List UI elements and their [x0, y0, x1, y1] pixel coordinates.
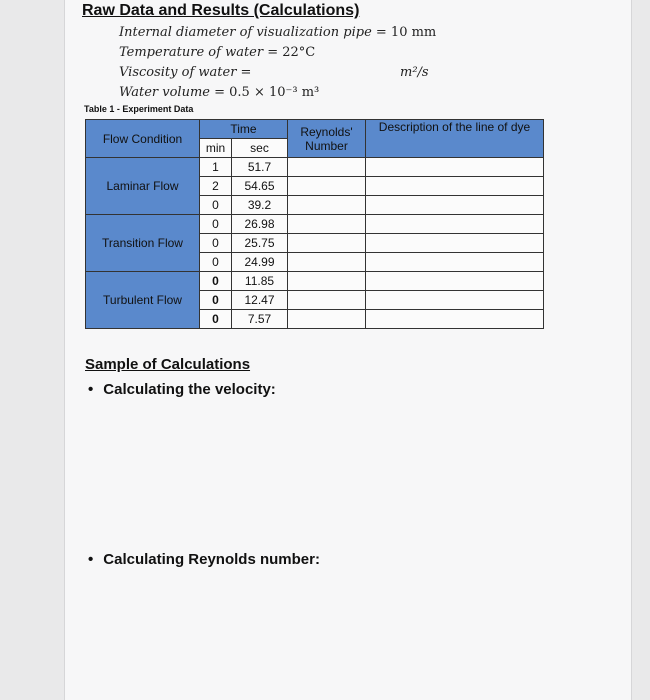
cell-sec: 11.85	[232, 272, 288, 291]
param-viscosity-value: =	[240, 65, 252, 80]
param-viscosity-label: Viscosity of water	[119, 65, 237, 80]
header-sec: sec	[232, 139, 288, 158]
param-temperature-value: = 22°C	[267, 45, 316, 60]
cell-description	[366, 196, 544, 215]
cell-reynolds	[288, 291, 366, 310]
cell-description	[366, 215, 544, 234]
cell-min: 0	[200, 196, 232, 215]
cell-min: 0	[200, 215, 232, 234]
param-diameter-label: Internal diameter of visualization pipe	[119, 25, 372, 40]
cell-description	[366, 310, 544, 329]
cell-sec: 25.75	[232, 234, 288, 253]
cell-reynolds	[288, 253, 366, 272]
cell-description	[366, 177, 544, 196]
cell-sec: 24.99	[232, 253, 288, 272]
cell-min: 0	[200, 310, 232, 329]
cell-sec: 12.47	[232, 291, 288, 310]
cell-min: 0	[200, 253, 232, 272]
header-time: Time	[200, 120, 288, 139]
cell-min: 0	[200, 234, 232, 253]
header-min: min	[200, 139, 232, 158]
experiment-data-table	[85, 119, 544, 329]
cell-sec: 39.2	[232, 196, 288, 215]
group-label-transition: Transition Flow	[86, 215, 200, 272]
cell-min: 0	[200, 272, 232, 291]
cell-sec: 26.98	[232, 215, 288, 234]
cell-reynolds	[288, 310, 366, 329]
cell-reynolds	[288, 215, 366, 234]
cell-sec: 7.57	[232, 310, 288, 329]
cell-min: 0	[200, 291, 232, 310]
header-description: Description of the line of dye	[366, 120, 544, 158]
sample-calculations-title: Sample of Calculations	[85, 356, 251, 373]
cell-reynolds	[288, 196, 366, 215]
header-flow-condition: Flow Condition	[86, 120, 200, 158]
group-label-turbulent: Turbulent Flow	[86, 272, 200, 329]
param-viscosity	[119, 65, 251, 80]
param-diameter	[119, 25, 436, 40]
header-reynolds: Reynolds' Number	[288, 120, 366, 158]
cell-reynolds	[288, 234, 366, 253]
cell-description	[366, 253, 544, 272]
bullet-icon: •	[88, 551, 94, 568]
cell-sec: 51.7	[232, 158, 288, 177]
param-diameter-value: = 10 mm	[375, 25, 437, 40]
cell-description	[366, 158, 544, 177]
cell-reynolds	[288, 177, 366, 196]
cell-reynolds	[288, 158, 366, 177]
param-volume	[119, 85, 319, 100]
page-title: Raw Data and Results (Calculations)	[82, 2, 360, 19]
param-volume-label: Water volume	[119, 85, 210, 100]
bullet-velocity	[88, 381, 276, 398]
cell-description	[366, 234, 544, 253]
param-temperature	[119, 45, 315, 60]
cell-sec: 54.65	[232, 177, 288, 196]
table-caption: Table 1 - Experiment Data	[84, 104, 194, 114]
bullet-velocity-text: Calculating the velocity:	[103, 381, 276, 398]
cell-description	[366, 291, 544, 310]
bullet-reynolds	[88, 551, 320, 568]
param-viscosity-unit: m²/s	[400, 65, 429, 80]
cell-min: 1	[200, 158, 232, 177]
cell-reynolds	[288, 272, 366, 291]
bullet-icon: •	[88, 381, 94, 398]
cell-description	[366, 272, 544, 291]
param-temperature-label: Temperature of water	[119, 45, 264, 60]
bullet-reynolds-text: Calculating Reynolds number:	[103, 551, 320, 568]
group-label-laminar: Laminar Flow	[86, 158, 200, 215]
cell-min: 2	[200, 177, 232, 196]
param-volume-value: = 0.5 × 10⁻³ m³	[214, 85, 320, 100]
